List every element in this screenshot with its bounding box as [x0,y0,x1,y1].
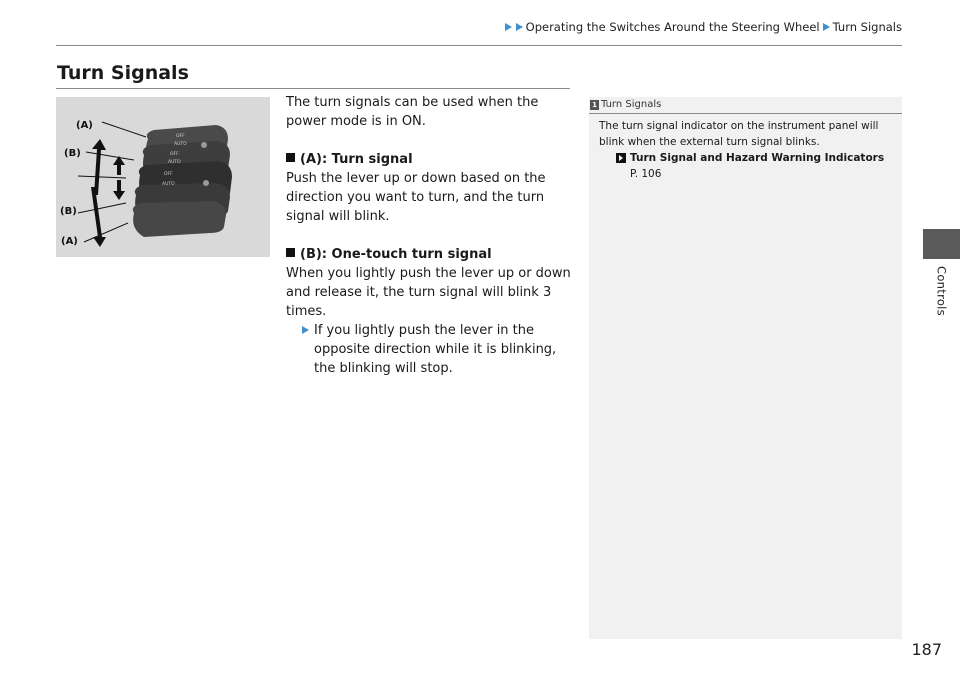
cross-reference-page[interactable]: P. 106 [630,168,662,180]
lever-illustration [56,97,270,257]
triangle-bullet-icon [516,23,523,31]
leader-line [84,223,128,242]
lever-knob-icon [203,180,209,186]
section-a-heading [286,150,572,169]
section-b-heading [286,245,572,264]
cross-reference[interactable] [599,150,892,166]
square-bullet-icon [286,248,295,257]
sidebar-heading [589,97,902,110]
breadcrumb-section[interactable]: Operating the Switches Around the Steering Wheel [525,20,820,34]
callout-a-bottom: (A) [61,236,78,247]
breadcrumb [505,20,902,34]
turn-signal-lever-diagram [56,97,270,257]
callout-a-top: (A) [76,120,93,131]
page-number: 187 [911,640,942,659]
lever-label: AUTO [162,182,175,187]
triangle-bullet-icon [823,23,830,31]
chapter-label[interactable]: Controls [934,266,949,316]
breadcrumb-current[interactable]: Turn Signals [832,20,902,34]
section-a-title: (A): Turn signal [300,152,413,167]
leader-line [78,176,126,178]
main-content [286,93,572,378]
lever-label: OFF [164,172,173,177]
leader-line [102,122,146,137]
leader-line [86,152,134,160]
callout-b-top: (B) [64,148,81,159]
arrow-up-short-icon [113,156,125,175]
intro-paragraph: The turn signals can be used when the power mode is in ON. [286,95,539,129]
title-divider [56,88,570,89]
lever-label: OFF [176,134,185,139]
leader-line [78,203,126,213]
page-title: Turn Signals [57,62,189,84]
square-bullet-icon [286,153,295,162]
callout-b-bottom: (B) [60,206,77,217]
arrow-down-short-icon [113,180,125,200]
lever-shape [133,201,226,237]
lever-knob-icon [201,142,207,148]
triangle-bullet-icon [302,326,309,334]
lever-label: OFF [170,152,179,157]
section-b-paragraph: When you lightly push the lever up or down and release it, the turn signal will blink 3 times. [286,266,571,319]
reference-arrow-icon [616,153,626,163]
lever-label: AUTO [174,142,187,147]
note-number-badge: 1 [590,100,599,110]
sidebar-title: Turn Signals [601,99,662,110]
note-text: If you lightly push the lever in the opposite direction while it is blinking, the blinking will stop. [314,323,557,376]
chapter-tab[interactable] [923,229,960,259]
triangle-bullet-icon [505,23,512,31]
sidebar-paragraph: The turn signal indicator on the instrument panel will blink when the external turn signal blinks. [599,120,879,148]
section-a-paragraph: Push the lever up or down based on the direction you want to turn, and the turn signal will blink. [286,171,546,224]
header-divider [56,45,902,46]
arrow-up-long-icon [92,139,106,195]
sidebar-note [589,97,902,639]
section-b-title: (B): One-touch turn signal [300,247,492,262]
cross-reference-title[interactable]: Turn Signal and Hazard Warning Indicators [630,152,885,164]
lever-label: AUTO [168,160,181,165]
section-b-note [286,321,572,378]
